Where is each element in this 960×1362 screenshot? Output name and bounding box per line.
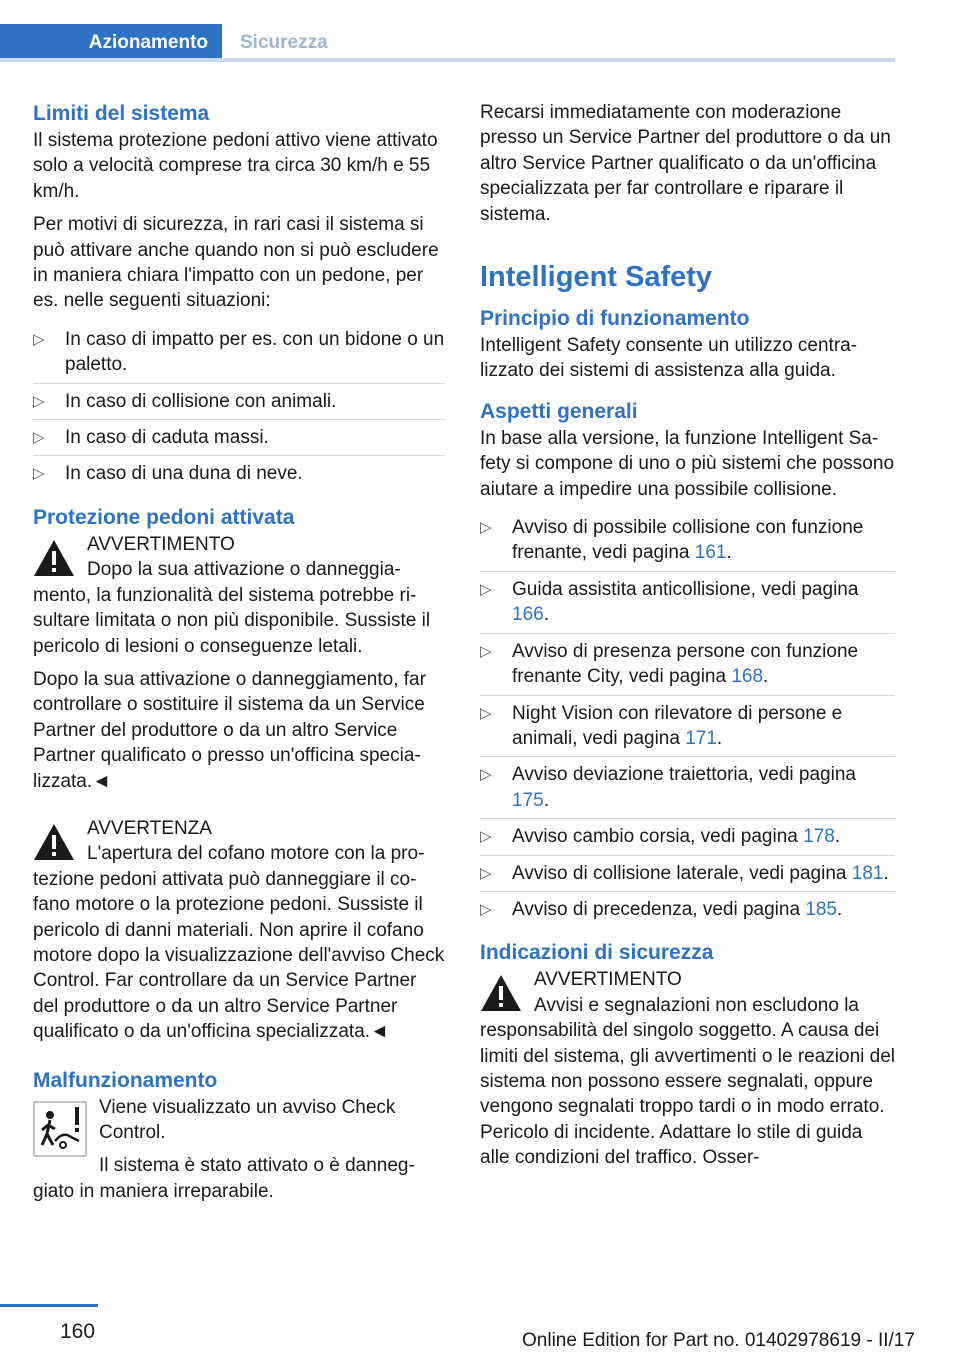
list-item: ▷ Avviso di collisione laterale, vedi pagina 181.	[480, 856, 895, 892]
paragraph: Il sistema protezione pedoni attivo viene attivato solo a velocità comprese tra circa 30 km/h e 55 km/h.	[33, 130, 438, 202]
heading-intelligent-safety: Intelligent Safety	[480, 261, 713, 294]
notice-block	[33, 816, 445, 1045]
malfunction-text: Il sistema è stato attivato o è danneggiato in maniera irreparabile.	[33, 1155, 415, 1202]
paragraph: Recarsi immediatamente con moderazione presso un Service Partner del produttore o da un altro Service Partner qualificato o da un'officina specializzata per far controllare e riparare il sistema.	[480, 102, 891, 225]
warning-triangle-icon	[33, 538, 75, 578]
page-link[interactable]: 171	[685, 727, 717, 749]
warning-title: AVVERTIMENTO	[534, 969, 682, 991]
heading-malfunction: Malfunzionamento	[33, 1068, 218, 1092]
notice-title: AVVERTENZA	[87, 817, 212, 839]
list-item: ▷ In caso di impatto per es. con un bidone o un paletto.	[33, 322, 445, 384]
list-item: ▷ Night Vision con rilevatore di persone e animali, vedi pagina 171.	[480, 696, 895, 758]
heading-general: Aspetti generali	[480, 399, 638, 423]
warning-block	[480, 967, 895, 1170]
page-link[interactable]: 185	[805, 898, 837, 920]
triangle-bullet-icon: ▷	[480, 642, 492, 660]
triangle-bullet-icon: ▷	[33, 330, 45, 348]
page-link[interactable]: 161	[694, 542, 727, 564]
list-item: ▷ In caso di caduta massi.	[33, 420, 445, 456]
page-link[interactable]: 166	[512, 604, 544, 626]
tab-azionamento[interactable]: Azionamento	[0, 24, 222, 62]
warning-triangle-icon	[480, 973, 522, 1013]
warning-title: AVVERTIMENTO	[87, 533, 235, 555]
triangle-bullet-icon: ▷	[480, 580, 492, 598]
warning-triangle-icon	[33, 822, 75, 862]
heading-limits: Limiti del sistema	[33, 102, 210, 125]
right-column	[480, 100, 895, 1179]
warning-text: Dopo la sua attivazione o danneggiamento, la funzionalità del sistema potrebbe risultare limitata o non più disponibile. Sussiste il pericolo di lesioni o conseguenze letali.	[33, 559, 431, 657]
warning-text: Avvisi e segnalazioni non escludono la responsabilità del singolo soggetto. A causa dei limiti del sistema, gli avvertimenti o le reazioni del sistema non possono essere segnalati, oppure vengono segnalati troppo tardi o in modo errato. Pericolo di incidente. Adattare lo stile di guida alle condizioni del traffico. Osser-	[480, 994, 895, 1169]
triangle-bullet-icon: ▷	[480, 519, 492, 537]
tab-sicurezza[interactable]: Sicurezza	[240, 32, 328, 53]
triangle-bullet-icon: ▷	[480, 900, 492, 918]
system-list	[480, 510, 895, 927]
paragraph: Intelligent Safety consente un utilizzo centralizzato dei sistemi di assistenza alla guida.	[480, 335, 858, 382]
list-item: ▷ In caso di una duna di neve.	[33, 456, 445, 491]
paragraph: Per motivi di sicurezza, in rari casi il sistema si può attivare anche quando non si può escludere in maniera chiara l'impatto con un pedone, per es. nelle seguenti situazioni:	[33, 214, 439, 312]
heading-active: Protezione pedoni attivata	[33, 505, 295, 529]
page-number: 160	[60, 1320, 96, 1343]
page-link[interactable]: 175	[512, 789, 544, 811]
header-rule	[0, 58, 895, 62]
list-item: ▷ Avviso di presenza persone con funzione frenante City, vedi pagina 168.	[480, 634, 895, 696]
triangle-bullet-icon: ▷	[33, 392, 45, 410]
list-item: ▷ Guida assistita anticollisione, vedi pagina 166.	[480, 572, 895, 634]
footer-rule	[0, 1304, 98, 1307]
list-item: ▷ Avviso cambio corsia, vedi pagina 178.	[480, 819, 895, 855]
heading-principle: Principio di funzionamento	[480, 307, 750, 331]
triangle-bullet-icon: ▷	[480, 864, 492, 882]
warning-text: Dopo la sua attivazione o danneggiamento, far controllare o sostituire il sistema da un Service Partner del produttore o da un altro Service Partner qualificato o presso un'officina specializzata.◄	[33, 668, 426, 792]
malfunction-block	[33, 1095, 445, 1205]
paragraph: In base alla versione, la funzione Intelligent Safety si compone di uno o più sistemi che possono aiutare a impedire una possibile collisione.	[480, 427, 895, 500]
malfunction-text: Viene visualizzato un avviso Check Control.	[99, 1096, 396, 1143]
heading-safety: Indicazioni di sicurezza	[480, 941, 714, 965]
bullet-list	[33, 322, 445, 492]
page-link[interactable]: 178	[803, 826, 835, 848]
notice-text: L'apertura del cofano motore con la protezione pedoni attivata può danneggiare il cofano motore o la protezione pedoni. Sussiste il pericolo di danni materiali. Non aprire il cofano motore dopo la visualizzazione dell'avviso Check Control. Far controllare da un Service Partner del produttore o da un altro Service Partner qualificato o da un'officina specializzata.◄	[33, 843, 445, 1043]
list-item: ▷ Avviso di precedenza, vedi pagina 185.	[480, 892, 895, 927]
triangle-bullet-icon: ▷	[480, 766, 492, 784]
edition-note: Online Edition for Part no. 01402978619 - II/17	[522, 1330, 915, 1351]
left-column	[33, 100, 445, 1212]
page-link[interactable]: 181	[851, 862, 884, 884]
pedestrian-protection-icon	[33, 1101, 87, 1157]
list-item: ▷ In caso di collisione con animali.	[33, 384, 445, 420]
triangle-bullet-icon: ▷	[480, 828, 492, 846]
list-item: ▷ Avviso deviazione traiettoria, vedi pagina 175.	[480, 757, 895, 819]
page-link[interactable]: 168	[731, 666, 764, 688]
triangle-bullet-icon: ▷	[480, 704, 492, 722]
list-item: ▷ Avviso di possibile collisione con funzione frenante, vedi pagina 161.	[480, 510, 895, 572]
triangle-bullet-icon: ▷	[33, 465, 45, 483]
triangle-bullet-icon: ▷	[33, 429, 45, 447]
warning-block	[33, 532, 445, 794]
header-tabs	[0, 0, 895, 62]
